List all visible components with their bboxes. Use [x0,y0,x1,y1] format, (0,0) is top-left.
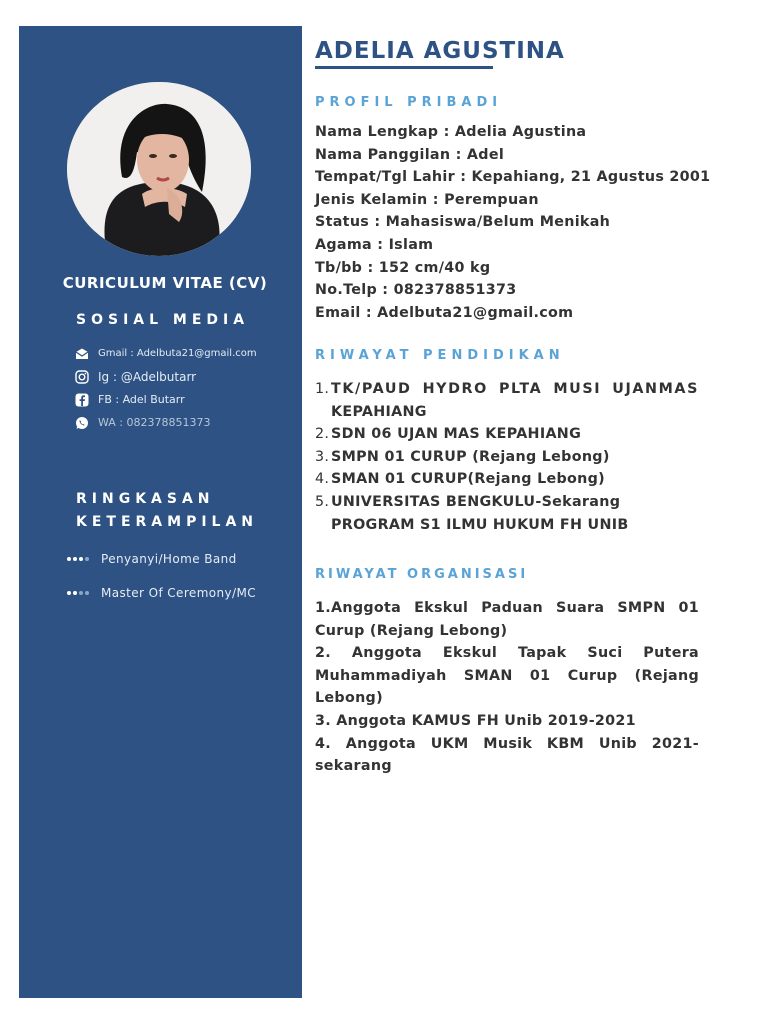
name-underline [315,66,493,69]
education-number: 2. [315,426,330,443]
profile-line-status: Status : Mahasiswa/Belum Menikah [315,214,611,231]
profile-line-gender: Jenis Kelamin : Perempuan [315,191,539,208]
skill-item [67,576,256,610]
profile-heading: PROFIL PRIBADI [315,95,503,110]
education-school: UNIVERSITAS BENGKULU-Sekarang [331,493,621,510]
social-item-instagram[interactable] [75,365,257,388]
education-item [315,378,699,423]
education-school: SDN 06 UJAN MAS KEPAHIANG [331,426,582,443]
sidebar [19,26,302,998]
profile-line-email: Email : Adelbuta21@gmail.com [315,304,574,321]
social-whatsapp-text: WA : 082378851373 [98,416,211,429]
social-instagram-text: Ig : @Adelbutarr [98,369,197,384]
education-heading: RIWAYAT PENDIDIKAN [315,348,565,363]
social-media-heading: SOSIAL MEDIA [76,312,250,328]
education-item [315,491,699,536]
profile-line-height-weight: Tb/bb : 152 cm/40 kg [315,259,491,276]
profile-line-phone: No.Telp : 082378851373 [315,282,517,299]
profile-line-religion: Agama : Islam [315,236,434,253]
mail-icon [75,347,89,361]
cv-title: CURICULUM VITAE (CV) [62,274,268,292]
profile-line-birth: Tempat/Tgl Lahir : Kepahiang, 21 Agustus 2001 [315,169,711,186]
facebook-icon [75,393,89,407]
education-list [315,378,699,536]
social-gmail-text: Gmail : Adelbuta21@gmail.com [98,348,257,359]
profile-photo [67,82,251,256]
profile-line-full-name: Nama Lengkap : Adelia Agustina [315,124,587,140]
social-facebook-text: FB : Adel Butarr [98,393,185,406]
education-school: TK/PAUD HYDRO PLTA MUSI UJANMAS [331,381,699,397]
social-item-whatsapp[interactable] [75,411,257,434]
skills-list [67,542,256,610]
education-number: 3. [315,448,330,465]
education-item [315,468,699,491]
social-media-list [75,342,257,434]
organization-item: 4. Anggota UKM Musik KBM Unib 2021-sekarang [315,735,699,775]
portrait-image [67,82,251,256]
education-item [315,446,699,469]
education-number: 5. [315,493,330,510]
instagram-icon [75,370,89,384]
skill-item [67,542,256,576]
education-school: SMPN 01 CURUP (Rejang Lebong) [331,448,610,465]
skill-label: Master Of Ceremony/MC [101,586,257,600]
education-school: SMAN 01 CURUP(Rejang Lebong) [331,471,605,488]
organization-item: 1.Anggota Ekskul Paduan Suara SMPN 01 Curup (Rejang Lebong) [315,600,699,639]
skill-label: Penyanyi/Home Band [101,552,237,566]
social-item-facebook[interactable] [75,388,257,411]
profile-details [315,121,710,324]
skills-heading-line-1: RINGKASAN [76,491,215,507]
social-item-gmail[interactable] [75,342,257,365]
full-name-title: ADELIA AGUSTINA [315,38,565,64]
skill-level-dots [67,557,94,561]
education-number: 4. [315,471,330,488]
education-school-cont: PROGRAM S1 ILMU HUKUM FH UNIB [331,516,629,533]
education-school-cont: KEPAHIANG [331,403,427,420]
organization-list [315,597,699,778]
organization-heading: RIWAYAT ORGANISASI [315,567,529,582]
skills-heading-line-2: KETERAMPILAN [76,514,259,530]
education-item [315,423,699,446]
organization-item: 3. Anggota KAMUS FH Unib 2019-2021 [315,712,636,729]
skill-level-dots [67,591,94,595]
education-number: 1. [315,381,330,397]
profile-line-nickname: Nama Panggilan : Adel [315,146,505,163]
organization-item: 2. Anggota Ekskul Tapak Suci Putera Muhammadiyah SMAN 01 Curup (Rejang Lebong) [315,645,699,707]
whatsapp-icon [75,416,89,430]
